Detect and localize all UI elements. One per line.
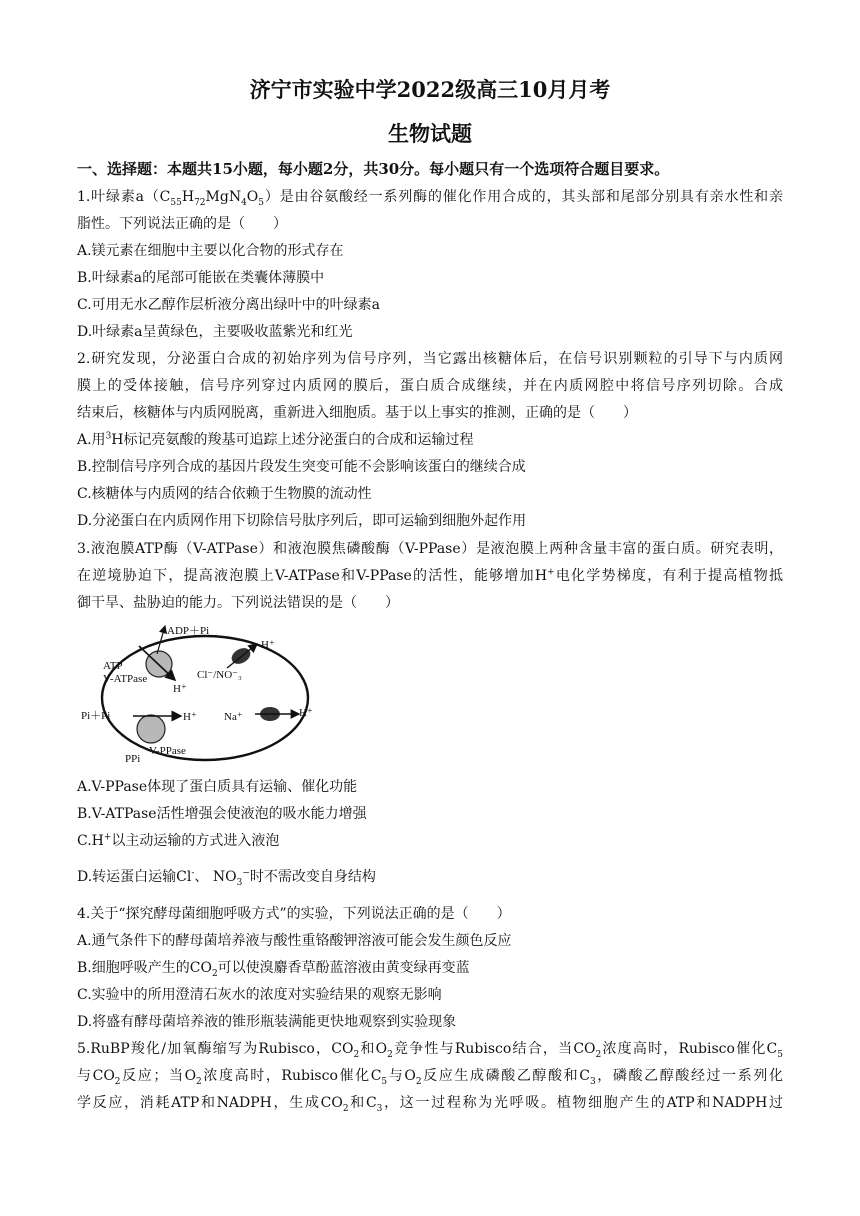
q1-option-a: A.镁元素在细胞中主要以化合物的形式存在 <box>77 243 344 259</box>
q3-stem-line2: 在逆境胁迫下，提高液泡膜上V-ATPase和V-PPase的活性，能够增加H+电化学势梯度，有利于提高植物抵 <box>77 567 783 584</box>
q1-option-d: D.叶绿素a呈黄绿色，主要吸收蓝紫光和红光 <box>77 324 353 340</box>
q2-stem-line2: 膜上的受体接触，信号序列穿过内质网的膜后，蛋白质合成继续，并在内质网腔中将信号序列切除。合成 <box>77 378 783 394</box>
exam-subtitle: 生物试题 <box>388 121 472 146</box>
q2-option-c: C.核糖体与内质网的结合依赖于生物膜的流动性 <box>77 486 372 502</box>
ppi-label: PPi <box>125 753 141 765</box>
q2-stem-line3: 结束后，核糖体与内质网脱离，重新进入细胞质。基于以上事实的推测，正确的是（ ） <box>77 405 637 421</box>
q3-option-a: A.V-PPase体现了蛋白质具有运输、催化功能 <box>77 779 358 795</box>
q3-option-b: B.V-ATPase活性增强会使液泡的吸水能力增强 <box>77 806 367 822</box>
q1-option-b: B.叶绿素a的尾部可能嵌在类囊体薄膜中 <box>77 270 325 286</box>
cl-no3-label: Cl⁻/NO⁻₃ <box>197 669 242 681</box>
v-ppase-label: V-PPase <box>149 745 186 757</box>
q3-option-d: D.转运蛋白运输Cl-、 $NO_3^-$时不需改变自身结构 <box>77 868 376 888</box>
q3-stem-line1: 3.液泡膜ATP酶（V-ATPase）和液泡膜焦磷酸酶（V-PPase）是液泡膜上两种含量丰富的蛋白质。研究表明， <box>77 541 783 557</box>
vacuole-membrane-diagram <box>77 618 337 766</box>
pi-pi-label: Pi＋Pi <box>81 710 111 722</box>
anion-arrow <box>227 644 257 668</box>
q2-option-d: D.分泌蛋白在内质网作用下切除信号肽序列后，即可运输到细胞外起作用 <box>77 513 527 529</box>
section-heading: 一、选择题：本题共15小题，每小题2分，共30分。每小题只有一个选项符合题目要求。 <box>77 160 670 178</box>
q3-stem-line3: 御干旱、盐胁迫的能力。下列说法错误的是（ ） <box>77 595 399 611</box>
h-plus-label-4: H⁺ <box>183 711 197 723</box>
vacuole-membrane <box>102 636 308 760</box>
atp-label: ATP <box>103 660 123 672</box>
q2-stem-line1: 2.研究发现，分泌蛋白合成的初始序列为信号序列，当它露出核糖体后，在信号识别颗粒的引导下与内质网 <box>77 351 783 367</box>
q4-option-b: B.细胞呼吸产生的$CO_2$可以使溴麝香草酚蓝溶液由黄变绿再变蓝 <box>77 960 470 979</box>
q5-stem-line1: 5.RuBP羧化/加氧酶缩写为Rubisco，$CO_2$和$O_2$竞争性与Rubisco结合，当$CO_2$浓度高时，Rubisco催化$C_5$ <box>77 1041 783 1060</box>
adp-pi-label: ADP＋Pi <box>167 625 210 637</box>
v-ppase-pump <box>137 715 165 743</box>
h-plus-label-2: H⁺ <box>261 639 275 651</box>
q1-stem-line1: 1.叶绿素$a(C_{55}H_{72}MgN_4O_5)$是由谷氨酸经一系列酶的催化作用合成的，其头部和尾部分别具有亲水性和亲 <box>77 189 783 208</box>
na-plus-label: Na⁺ <box>224 711 243 723</box>
exam-title: 济宁市实验中学2022级高三10月月考 <box>249 77 611 102</box>
q4-stem: 4.关于“探究酵母菌细胞呼吸方式”的实验，下列说法正确的是（ ） <box>77 906 511 922</box>
q1-stem-line2: 脂性。下列说法正确的是（ ） <box>77 216 287 232</box>
q5-stem-line3: 学反应，消耗ATP和NADPH，生成$CO_2$和$C_3$，这一过程称为光呼吸。植物细胞产生的ATP和NADPH过 <box>77 1095 783 1114</box>
q4-option-a: A.通气条件下的酵母菌培养液与酸性重铬酸钾溶液可能会发生颜色反应 <box>77 933 512 949</box>
q4-option-c: C.实验中的所用澄清石灰水的浓度对实验结果的观察无影响 <box>77 987 442 1003</box>
v-atpase-label: V-ATPase <box>103 673 148 685</box>
q5-stem-line2: 与$CO_2$反应；当$O_2$浓度高时，Rubisco催化$C_5$与$O_2$反应生成磷酸乙醇酸和$C_3$，磷酸乙醇酸经过一系列化 <box>77 1068 783 1087</box>
q2-option-b: B.控制信号序列合成的基因片段发生突变可能不会影响该蛋白的继续合成 <box>77 459 526 475</box>
q2-option-a: A.用$^3$H标记亮氨酸的羧基可追踪上述分泌蛋白的合成和运输过程 <box>77 431 474 448</box>
h-plus-label-1: H⁺ <box>173 683 187 695</box>
q1-option-c: C.可用无水乙醇作层析液分离出绿叶中的叶绿素a <box>77 297 381 313</box>
h-plus-label-3: H⁺ <box>299 707 313 719</box>
q3-option-c: C.H+以主动运输的方式进入液泡 <box>77 832 280 849</box>
q4-option-d: D.将盛有酵母菌培养液的锥形瓶装满能更快地观察到实验现象 <box>77 1014 457 1030</box>
